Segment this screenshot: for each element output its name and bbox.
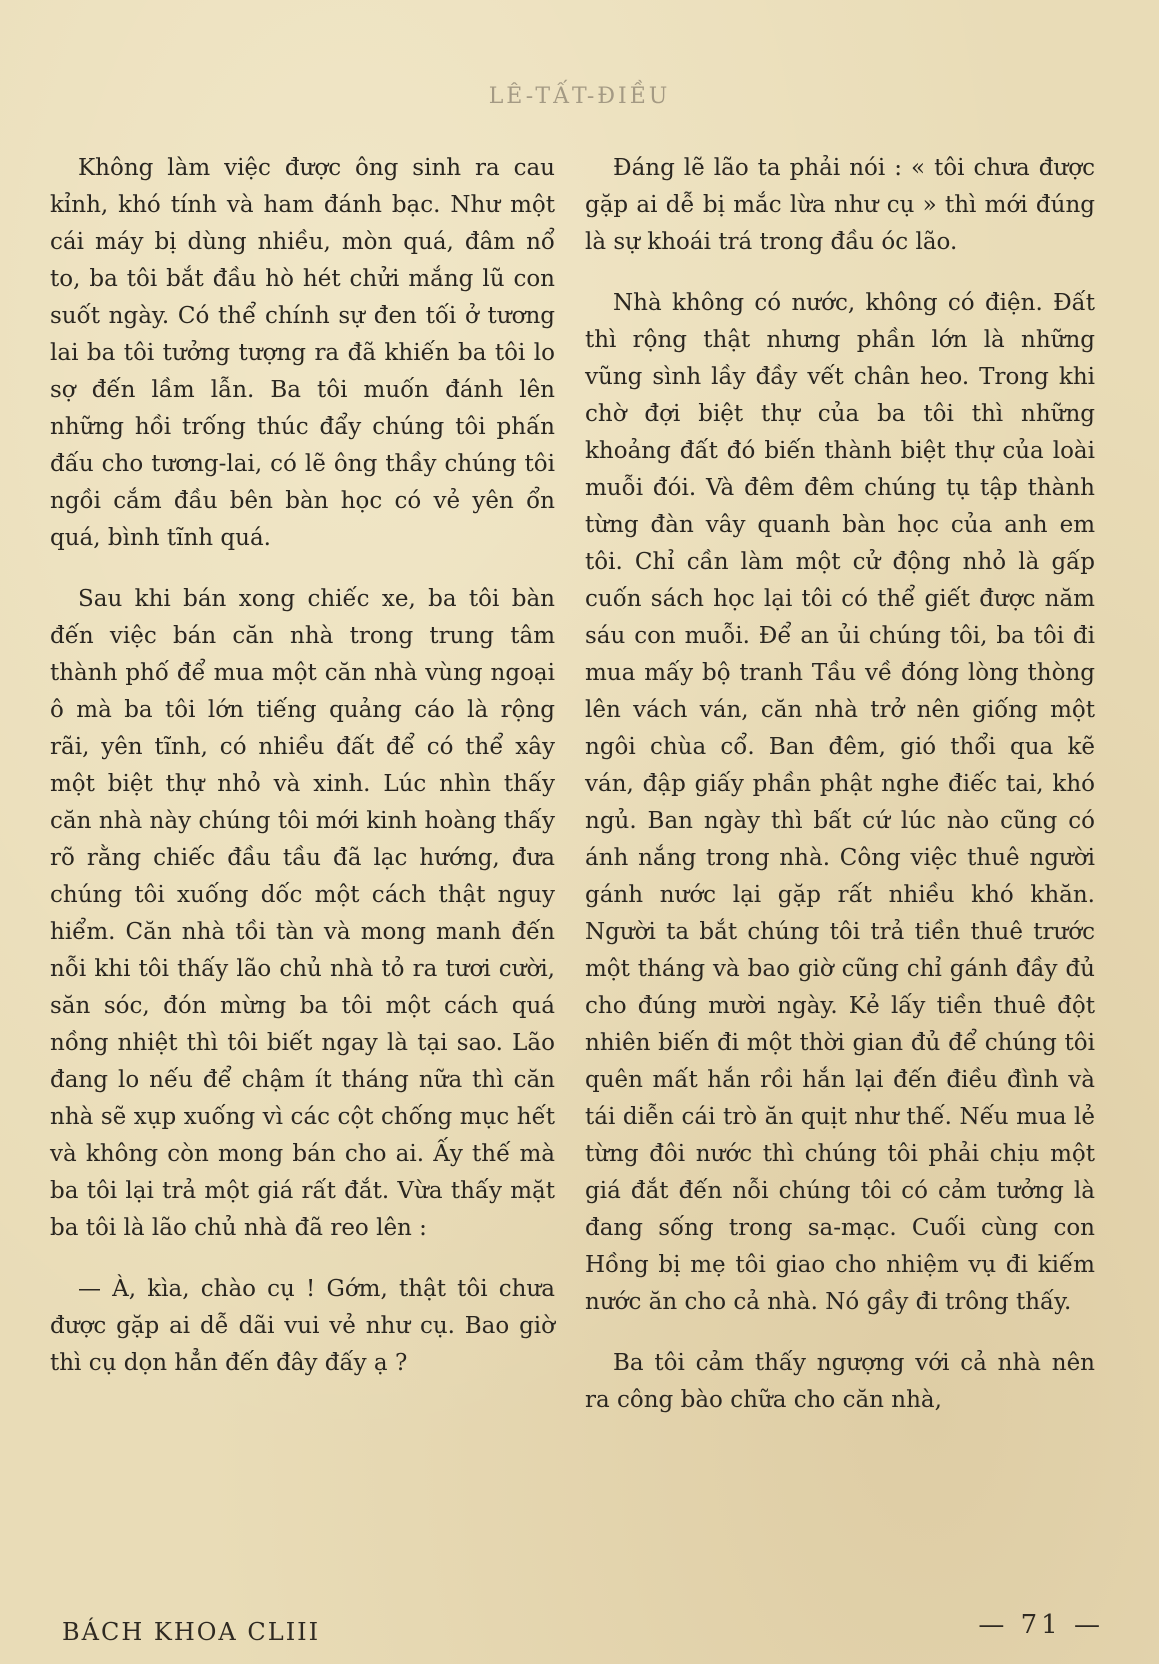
publication-name: BÁCH KHOA CLIII [62, 1618, 321, 1646]
paragraph: Không làm việc được ông sinh ra cau kỉnh, khó tính và ham đánh bạc. Như một cái máy bị dùng nhiều, mòn quá, đâm nổ to, ba tôi bắt đầu hò hét chửi mắng lũ con suốt ngày. Có thể chính sự đen tối ở tương lai ba tôi tưởng tượng ra đã khiến ba tôi lo sợ đến lầm lẫn. Ba tôi muốn đánh lên những hồi trống thúc đẩy chúng tôi phấn đấu cho tương-lai, có lẽ ông thầy chúng tôi ngồi cắm đầu bên bàn học có vẻ yên ổn quá, bình tĩnh quá. [50, 155, 555, 551]
dialogue-paragraph: — À, kìa, chào cụ ! Gớm, thật tôi chưa được gặp ai dễ dãi vui vẻ như cụ. Bao giờ thì cụ dọn hẳn đến đây đấy ạ ? [50, 1276, 555, 1376]
page-number: — 71 — [978, 1610, 1104, 1640]
paragraph: Ba tôi cảm thấy ngượng với cả nhà nên ra công bào chữa cho căn nhà, [585, 1350, 1095, 1413]
paragraph: Nhà không có nước, không có điện. Đất thì rộng thật nhưng phần lớn là những vũng sình lầy đầy vết chân heo. Trong khi chờ đợi biệt thự của ba tôi thì những khoảng đất đó biến thành biệt thự của loài muỗi đói. Và đêm đêm chúng tụ tập thành từng đàn vây quanh bàn học của anh em tôi. Chỉ cần làm một cử động nhỏ là gấp cuốn sách học lại tôi có thể giết được năm sáu con muỗi. Để an ủi chúng tôi, ba tôi đi mua mấy bộ tranh Tầu về đóng lòng thòng lên vách ván, căn nhà trở nên giống một ngôi chùa cổ. Ban đêm, gió thổi qua kẽ ván, đập giấy phần phật nghe điếc tai, khó ngủ. Ban ngày thì bất cứ lúc nào cũng có ánh nắng trong nhà. Công việc thuê người gánh nước lại gặp rất nhiều khó khăn. Người ta bắt chúng tôi trả tiền thuê trước một tháng và bao giờ cũng chỉ gánh đầy đủ cho đúng mười ngày. Kẻ lấy tiền thuê đột nhiên biến đi một thời gian đủ để chúng tôi quên mất hắn rồi hắn lại đến điều đình và tái diễn cái trò ăn quịt như thế. Nếu mua lẻ từng đôi nước thì chúng tôi phải chịu một giá đắt đến nỗi chúng tôi có cảm tưởng là đang sống trong sa-mạc. Cuối cùng con Hồng bị mẹ tôi giao cho nhiệm vụ đi kiếm nước ăn cho cả nhà. Nó gầy đi trông thấy. [585, 290, 1095, 1315]
right-column [585, 150, 1095, 1443]
paragraph: Sau khi bán xong chiếc xe, ba tôi bàn đến việc bán căn nhà trong trung tâm thành phố để mua một căn nhà vùng ngoại ô mà ba tôi lớn tiếng quảng cáo là rộng rãi, yên tĩnh, có nhiều đất để có thể xây một biệt thự nhỏ và xinh. Lúc nhìn thấy căn nhà này chúng tôi mới kinh hoàng thấy rõ rằng chiếc đầu tầu đã lạc hướng, đưa chúng tôi xuống dốc một cách thật nguy hiểm. Căn nhà tồi tàn và mong manh đến nỗi khi tôi thấy lão chủ nhà tỏ ra tươi cười, săn sóc, đón mừng ba tôi một cách quá nồng nhiệt thì tôi biết ngay là tại sao. Lão đang lo nếu để chậm ít tháng nữa thì căn nhà sẽ xụp xuống vì các cột chống mục hết và không còn mong bán cho ai. Ấy thế mà ba tôi lại trả một giá rất đắt. Vừa thấy mặt ba tôi là lão chủ nhà đã reo lên : [50, 586, 555, 1241]
running-title: LÊ-TẤT-ĐIỀU [488, 84, 671, 109]
paragraph: Đáng lẽ lão ta phải nói : « tôi chưa được gặp ai dễ bị mắc lừa như cụ » thì mới đúng là sự khoái trá trong đầu óc lão. [585, 155, 1095, 255]
left-column [50, 150, 555, 1406]
